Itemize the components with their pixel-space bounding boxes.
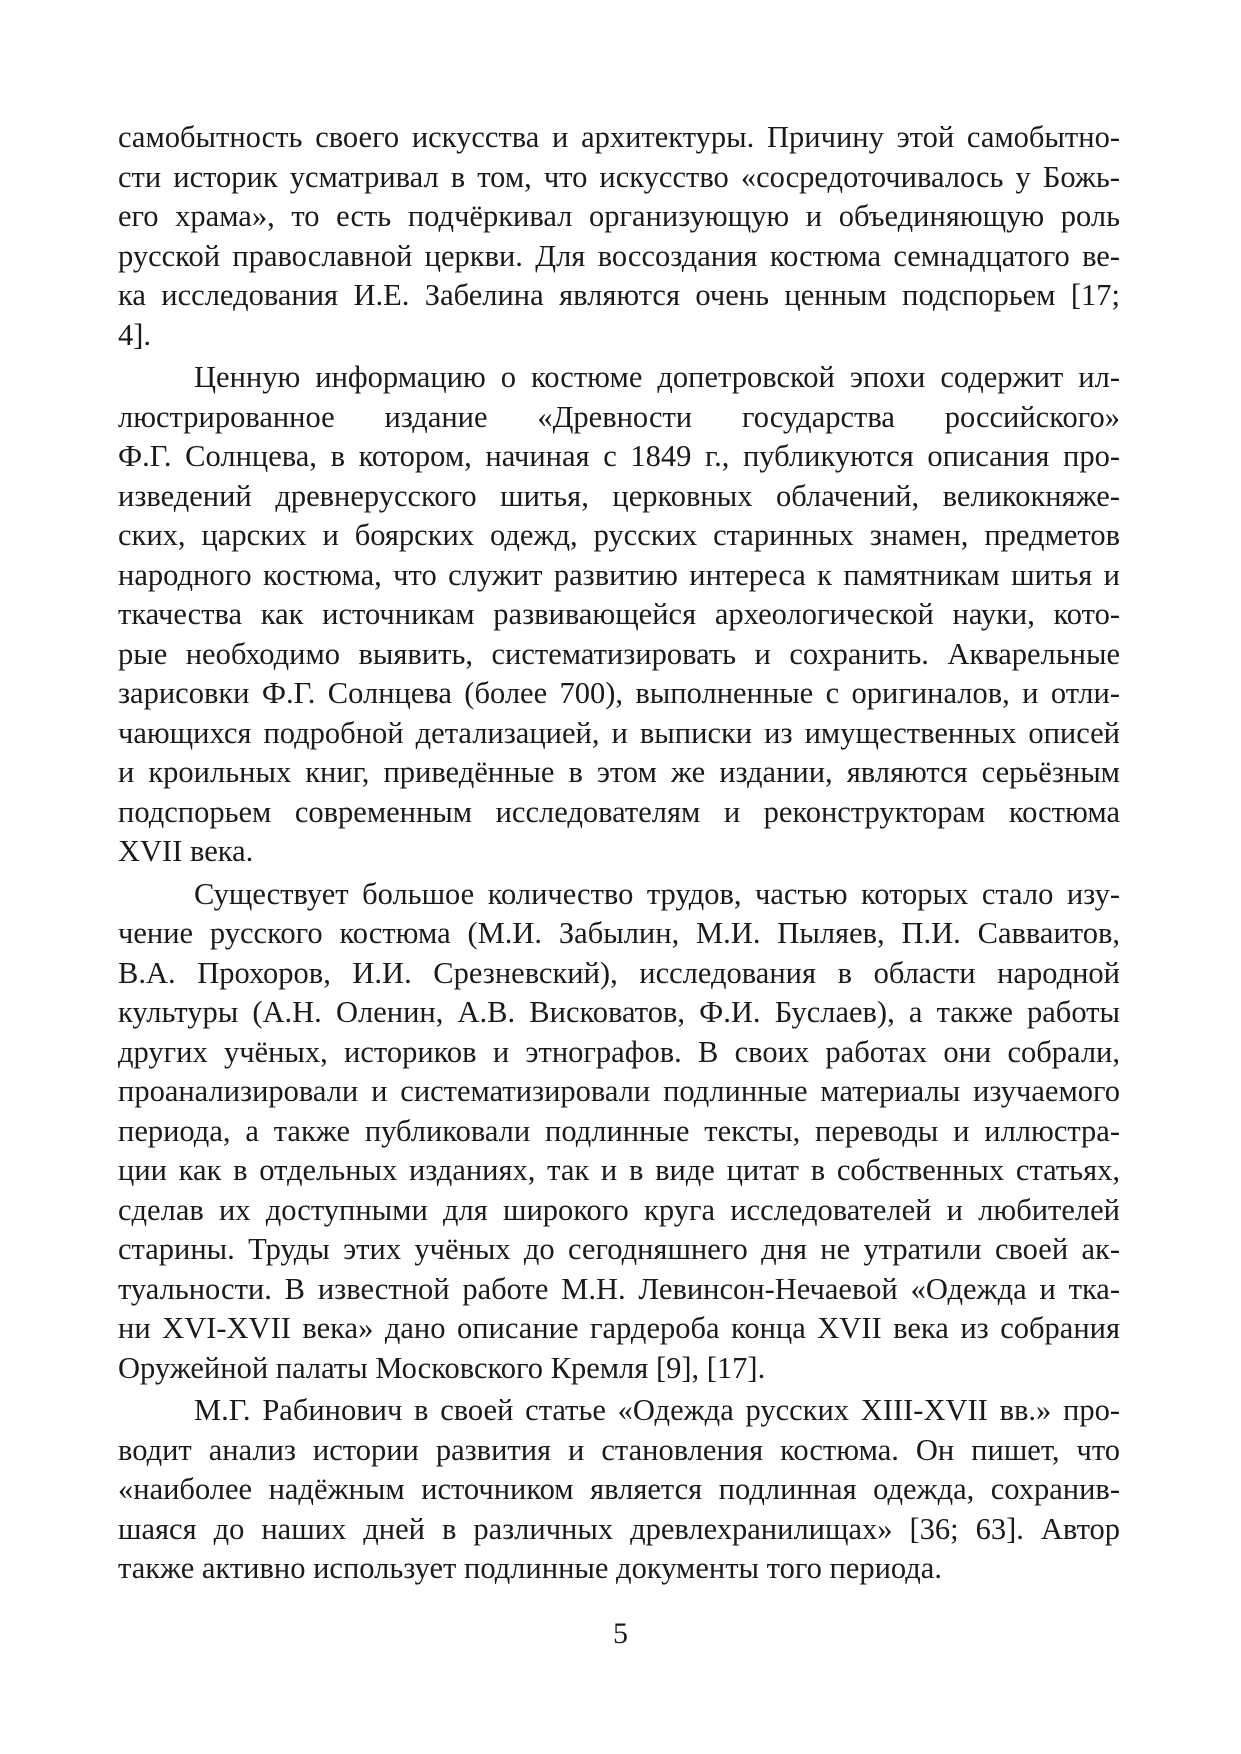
text-line: также активно использует подлинные документы того периода. <box>118 1551 942 1585</box>
text-line: Ценную информацию о костюме допетровской эпохи содержит ил- <box>194 360 1120 394</box>
text-line: сти историк усматривал в том, что искусство «сосредоточивалось у Божь- <box>118 159 1120 194</box>
text-line: «наиболее надёжным источником является подлинная одежда, сохранив- <box>118 1472 1120 1506</box>
text-line: чение русского костюма (М.И. Забылин, М.И. Пыляев, П.И. Савваитов, <box>118 916 1120 950</box>
paragraph <box>118 118 1120 355</box>
text-line: ни XVI-XVII века» дано описание гардероба конца XVII века из собрания <box>118 1311 1120 1345</box>
text-line: культуры (А.Н. Оленин, А.В. Висковатов, Ф.И. Буслаев), а также работы <box>118 995 1120 1029</box>
text-line: XVII века. <box>118 834 254 868</box>
text-line: подспорьем современным исследователям и реконструкторам костюма <box>118 794 1120 829</box>
page-number: 5 <box>613 1617 628 1650</box>
document-body <box>118 118 1120 1589</box>
text-line: В.А. Прохоров, И.И. Срезневский), исследования в области народной <box>118 955 1120 990</box>
text-line: других учёных, историков и этнографов. В своих работах они собрали, <box>118 1034 1120 1069</box>
text-line: М.Г. Рабинович в своей статье «Одежда русских XIII-XVII вв.» про- <box>194 1393 1120 1427</box>
text-line: чающихся подробной детализацией, и выписки из имущественных описей <box>118 715 1120 750</box>
text-line: люстрированное издание «Древности государства российского» <box>118 399 1120 434</box>
text-line: изведений древнерусского шитья, церковных облачений, великокняже- <box>118 478 1120 513</box>
text-line: и кроильных книг, приведённые в этом же издании, являются серьёзным <box>118 755 1120 789</box>
text-line: водит анализ истории развития и становления костюма. Он пишет, что <box>118 1432 1120 1467</box>
text-line: Оружейной палаты Московского Кремля [9], [17]. <box>118 1350 766 1385</box>
text-line: ка исследования И.Е. Забелина являются очень ценным подспорьем [17; <box>118 278 1120 312</box>
text-line: его храма», то есть подчёркивал организующую и объединяющую роль <box>118 199 1120 233</box>
paragraph <box>118 1391 1120 1589</box>
text-line: ских, царских и боярских одежд, русских старинных знамен, предметов <box>118 518 1120 552</box>
text-line: проанализировали и систематизировали подлинные материалы изучаемого <box>118 1074 1120 1108</box>
text-line: туальности. В известной работе М.Н. Левинсон-Нечаевой «Одежда и тка- <box>118 1271 1120 1306</box>
paragraph <box>118 875 1120 1389</box>
text-line: Ф.Г. Солнцева, в котором, начиная с 1849 г., публикуются описания про- <box>118 439 1120 473</box>
text-line: старины. Труды этих учёных до сегодняшнего дня не утратили своей ак- <box>118 1232 1120 1266</box>
text-line: самобытность своего искусства и архитектуры. Причину этой самобытно- <box>118 120 1120 154</box>
text-line: ции как в отдельных изданиях, так и в виде цитат в собственных статьях, <box>118 1153 1120 1187</box>
text-line: рые необходимо выявить, систематизировать и сохранить. Акварельные <box>118 636 1120 671</box>
text-line: зарисовки Ф.Г. Солнцева (более 700), выполненные с оригиналов, и отли- <box>118 676 1120 710</box>
text-line: периода, а также публиковали подлинные тексты, переводы и иллюстра- <box>118 1113 1120 1148</box>
text-line: русской православной церкви. Для воссоздания костюма семнадцатого ве- <box>118 238 1120 273</box>
paragraph <box>118 358 1120 872</box>
text-line: народного костюма, что служит развитию интереса к памятникам шитья и <box>118 557 1120 592</box>
text-line: сделав их доступными для широкого круга исследователей и любителей <box>118 1192 1120 1227</box>
text-line: шаяся до наших дней в различных древлехранилищах» [36; 63]. Автор <box>118 1511 1120 1546</box>
text-line: Существует большое количество трудов, частью которых стало изу- <box>194 876 1120 911</box>
text-line: 4]. <box>118 317 152 352</box>
text-line: ткачества как источникам развивающейся археологической науки, кото- <box>118 597 1120 631</box>
